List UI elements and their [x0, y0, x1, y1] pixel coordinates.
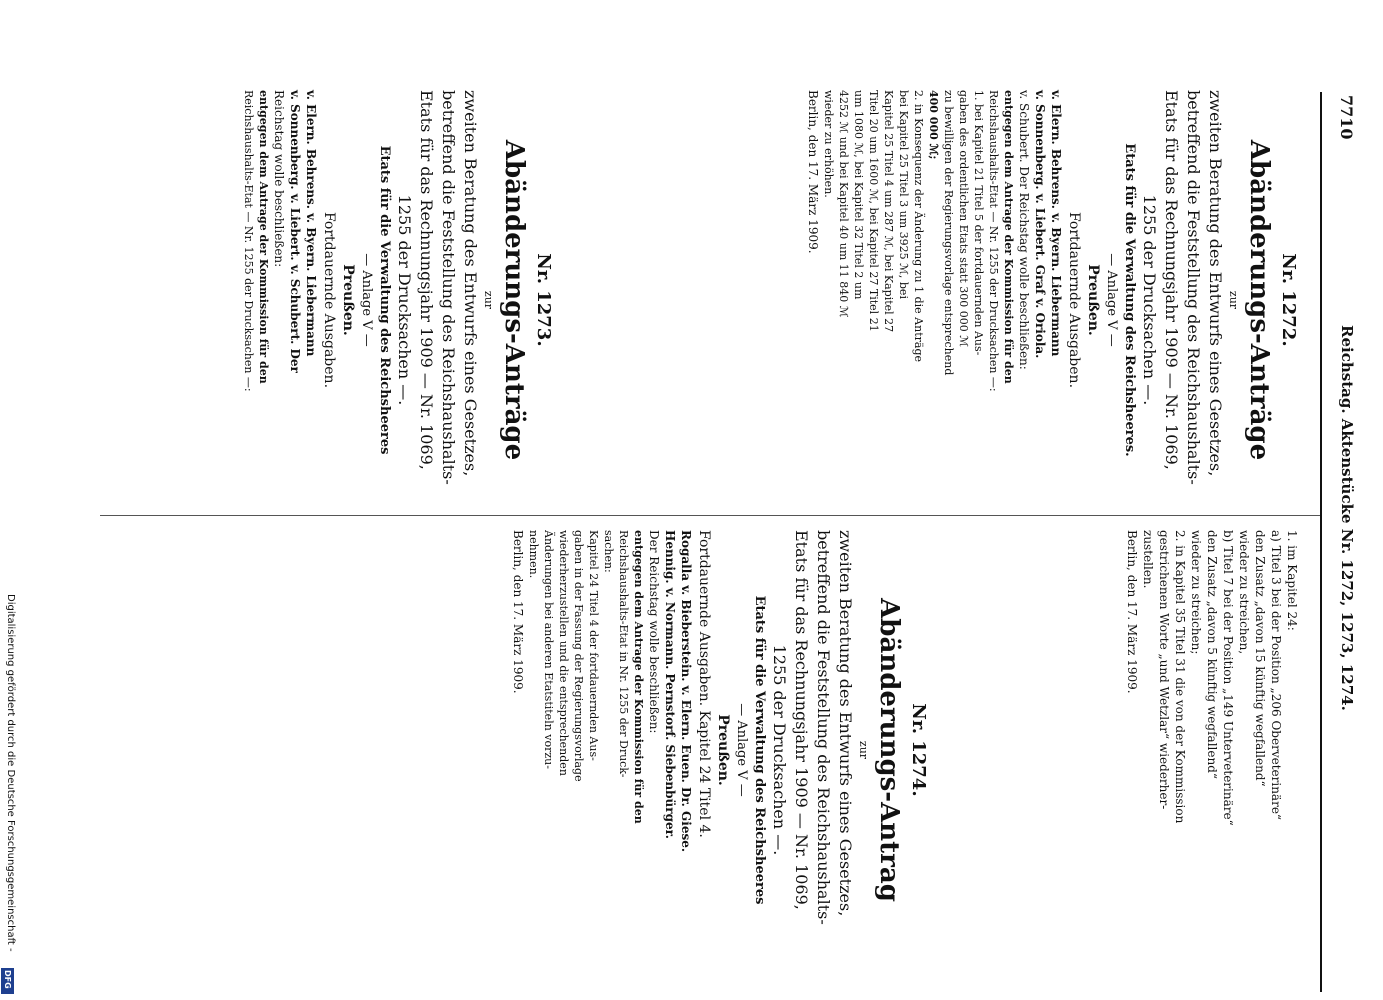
text-line: v. Elern. Behrens. v. Byern. Liebermann	[304, 90, 318, 357]
text-line: Nr. 1274.	[908, 703, 929, 797]
text-line: v. Schubert. Der Reichstag wolle beschließen:	[1017, 90, 1031, 370]
text-line: 2. in Kapitel 35 Titel 31 die von der Kommission	[1173, 530, 1187, 824]
text-line: um 1080 ℳ, bei Kapitel 32 Titel 2 um	[852, 90, 865, 300]
text-line: Reichshaushalts-Etat — Nr. 1255 der Drucksachen —:	[242, 90, 255, 392]
text-line: den Zusatz „davon 15 künftig wegfallend“	[1253, 530, 1267, 787]
text-line: Rogalla v. Bieberstein. v. Elern. Euen. Dr. Giese.	[679, 530, 693, 853]
text-line: 1. im Kapitel 24:	[1285, 530, 1299, 631]
header-rule	[1320, 92, 1322, 992]
text-line: Reichshaushalts-Etat in Nr. 1255 der Druck-	[617, 530, 630, 778]
text-line: Titel 20 um 1600 ℳ, bei Kapitel 27 Titel 21	[867, 90, 880, 332]
page-number: 7710	[1337, 95, 1356, 140]
document-block-1274	[510, 530, 930, 970]
text-line: gaben des ordentlichen Etats statt 300 000 ℳ	[957, 90, 970, 348]
document-block-1272	[805, 90, 1300, 510]
text-line: a) Titel 3 bei der Position „206 Oberveterinäre“	[1269, 530, 1283, 821]
text-line: zur	[857, 740, 870, 760]
text-line: 1255 der Drucksachen —.	[770, 644, 789, 856]
document-block-1274-prefix	[1124, 530, 1300, 970]
text-line: Berlin, den 17. März 1909.	[511, 530, 525, 694]
text-line: wieder zu streichen,	[1237, 530, 1251, 655]
text-line: entgegen dem Antrage der Kommission für den	[257, 90, 270, 384]
column-1272-continued	[1124, 530, 1300, 970]
text-line: Fortdauernde Ausgaben. Kapitel 24 Titel 4.	[696, 530, 712, 838]
text-line: 4252 ℳ und bei Kapitel 40 um 11 840 ℳ	[837, 90, 850, 318]
text-line: b) Titel 7 bei der Position „149 Unterveterinäre“	[1221, 530, 1235, 826]
text-line: v. Elern. Behrens. v. Byern. Liebermann	[1049, 90, 1063, 357]
text-line: sachen:	[602, 530, 615, 573]
text-line: zu bewilligen der Regierungsvorlage entsprechend	[942, 90, 955, 376]
running-title: Reichstag. Aktenstücke Nr. 1272, 1273, 1274.	[1338, 325, 1356, 711]
dfg-logo	[1, 968, 14, 994]
text-line: bei Kapitel 25 Titel 3 um 3925 ℳ, bei	[897, 90, 910, 299]
dfg-logo-text: DFG	[3, 970, 12, 989]
text-line: Fortdauernde Ausgaben.	[321, 211, 337, 389]
text-line: zur	[1227, 290, 1240, 310]
column-1273	[241, 90, 555, 510]
text-line: Berlin, den 17. März 1909.	[1125, 530, 1139, 694]
text-line: Etats für die Verwaltung des Reichsheeres	[752, 595, 767, 905]
text-line: wieder zu streichen;	[1189, 530, 1203, 655]
text-line: 2. in Konsequenz der Änderung zu 1 die Anträge	[912, 90, 925, 362]
text-line: Abänderungs-Anträge	[499, 139, 529, 461]
text-line: Reichshaushalts-Etat — Nr. 1255 der Drucksachen —:	[987, 90, 1000, 392]
text-line: Preußen.	[340, 264, 356, 336]
text-line: Etats für das Rechnungsjahr 1909 — Nr. 1069,	[417, 90, 436, 470]
text-line: Nr. 1273.	[533, 253, 554, 347]
text-line: Kapitel 25 Titel 4 um 287 ℳ, bei Kapitel 27	[882, 90, 895, 333]
text-line: — Anlage V —	[734, 703, 749, 797]
text-line: gaben in der Fassung der Regierungsvorlage	[572, 530, 585, 782]
footer-credit	[2, 594, 16, 994]
text-line: Nr. 1272.	[1278, 253, 1299, 347]
text-line: — Anlage V —	[359, 253, 374, 347]
text-line: Reichstag wolle beschließen:	[272, 90, 286, 268]
footer-credit-text: Digitalisierung gefördert durch die Deutsche Forschungsgemeinschaft -	[5, 594, 16, 952]
text-line: Etats für die Verwaltung des Reichsheeres	[377, 145, 392, 455]
text-line: Etats für das Rechnungsjahr 1909 — Nr. 1069,	[792, 530, 811, 910]
text-line: v. Sonnenberg. v. Liebert. v. Schubert. Der	[288, 90, 302, 373]
text-line: zustellen.	[1141, 530, 1155, 589]
text-line: 1255 der Drucksachen —.	[1140, 194, 1159, 406]
text-line: wiederherzustellen und die entsprechenden	[557, 530, 570, 776]
text-line: zweiten Beratung des Entwurfs eines Gesetzes,	[836, 530, 855, 917]
text-line: Preußen.	[715, 714, 731, 786]
text-line: zweiten Beratung des Entwurfs eines Gesetzes,	[461, 90, 480, 477]
column-1272	[805, 90, 1300, 510]
text-line: — Anlage V —	[1104, 253, 1119, 347]
text-line: entgegen dem Antrage der Kommission für den	[632, 530, 645, 824]
text-line: Etats für die Verwaltung des Reichsheeres.	[1122, 143, 1137, 457]
text-line: Änderungen bei anderen Etatstiteln vorzu-	[542, 530, 555, 769]
text-line: betreffend die Feststellung des Reichshaushalts-	[439, 90, 458, 485]
text-line: entgegen dem Antrage der Kommission für den	[1002, 90, 1015, 384]
text-line: Hennig. v. Normann. Pernstorf. Siebenbürger.	[663, 530, 677, 839]
text-line: Fortdauernde Ausgaben.	[1066, 211, 1082, 389]
page-gutter-rule	[100, 515, 1320, 516]
text-line: Abänderungs-Anträge	[1244, 139, 1274, 461]
text-line: zweiten Beratung des Entwurfs eines Gesetzes,	[1206, 90, 1225, 477]
text-line: 400 000 ℳ;	[927, 90, 940, 160]
text-line: Preußen.	[1085, 264, 1101, 336]
text-line: gestrichenen Worte „und Wetzlar“ wiederher-	[1157, 530, 1171, 810]
text-line: wieder zu erhöhen.	[822, 90, 835, 198]
text-line: zur	[482, 290, 495, 310]
text-line: v. Sonnenberg. v. Liebert. Graf v. Oriola.	[1033, 90, 1047, 359]
text-line: betreffend die Feststellung des Reichshaushalts-	[1184, 90, 1203, 485]
text-line: Etats für das Rechnungsjahr 1909 — Nr. 1069,	[1162, 90, 1181, 470]
text-line: betreffend die Feststellung des Reichshaushalts-	[814, 530, 833, 925]
text-line: Abänderungs-Antrag	[874, 598, 904, 902]
column-1274	[510, 530, 930, 970]
text-line: Berlin, den 17. März 1909.	[806, 90, 820, 254]
text-line: 1. bei Kapitel 21 Titel 5 der fortdauernden Aus-	[972, 90, 985, 356]
text-line: den Zusatz „davon 5 künftig wegfallend“	[1205, 530, 1219, 780]
text-line: nehmen.	[527, 530, 540, 579]
document-block-1273	[241, 90, 555, 510]
text-line: Der Reichstag wolle beschließen:	[647, 530, 661, 734]
text-line: Kapitel 24 Titel 4 der fortdauernden Aus-	[587, 530, 600, 761]
text-line: 1255 der Drucksachen —.	[395, 194, 414, 406]
